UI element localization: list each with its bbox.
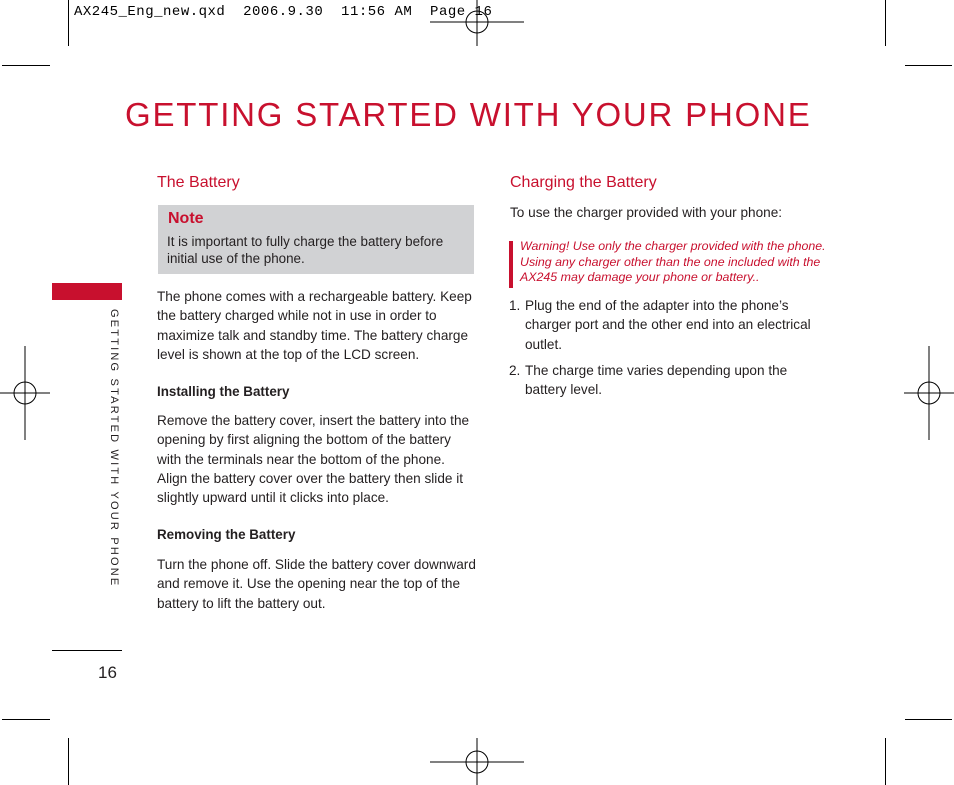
charging-heading: Charging the Battery (510, 174, 657, 191)
installing-text: Remove the battery cover, insert the battery into the opening by first aligning the bottom of the battery with the terminals near the bottom of the phone. Align the battery cover over the battery then slide it slightly upward until it clicks into place. (157, 413, 470, 506)
print-slug: AX245_Eng_new.qxd 2006.9.30 11:56 AM Page 16 (74, 4, 493, 20)
crop-mark-bl-v (68, 738, 69, 785)
note-box (158, 205, 474, 274)
crop-mark-tl-h (2, 65, 50, 66)
installing-heading: Installing the Battery (157, 384, 290, 399)
page-number: 16 (98, 663, 117, 682)
list-text: Plug the end of the adapter into the phone’s charger port and the other end into an electrical outlet. (525, 298, 811, 352)
warning-text: Warning! Use only the charger provided with the phone. Using any charger other than the one included with the AX245 may damage your phone or battery.. (520, 239, 826, 285)
list-text: The charge time varies depending upon the battery level. (525, 363, 788, 398)
crop-mark-tr-h (905, 65, 952, 66)
crop-mark-bl-h (2, 719, 50, 720)
removing-text: Turn the phone off. Slide the battery cover downward and remove it. Use the opening near the top of the battery to lift the battery out. (157, 557, 476, 611)
note-text: It is important to fully charge the battery before initial use of the phone. (167, 234, 444, 266)
registration-mark-bottom-icon (430, 738, 524, 785)
registration-mark-right-icon (904, 346, 954, 440)
charging-intro: To use the charger provided with your phone: (510, 205, 783, 220)
registration-mark-left-icon (0, 346, 50, 440)
removing-heading: Removing the Battery (157, 527, 296, 542)
crop-mark-br-v (885, 738, 886, 785)
warning-bar (509, 241, 513, 288)
battery-intro: The phone comes with a rechargeable battery. Keep the battery charged while not in use in order to maximize talk and standby time. The battery charge level is shown at the top of the LCD screen. (157, 289, 472, 362)
section-tab-marker (52, 283, 122, 300)
page-number-rule (52, 650, 122, 651)
side-section-label: GETTING STARTED WITH YOUR PHONE (108, 309, 120, 588)
crop-mark-tr-v (885, 0, 886, 46)
list-item (509, 296, 829, 354)
page-title: GETTING STARTED WITH YOUR PHONE (125, 96, 812, 133)
crop-mark-tl-v (68, 0, 69, 46)
list-number: 1. (509, 298, 521, 313)
registration-mark-top-icon (430, 0, 524, 46)
list-item (509, 361, 829, 400)
note-label: Note (168, 210, 204, 227)
battery-heading: The Battery (157, 174, 240, 191)
list-number: 2. (509, 363, 521, 378)
crop-mark-br-h (905, 719, 952, 720)
